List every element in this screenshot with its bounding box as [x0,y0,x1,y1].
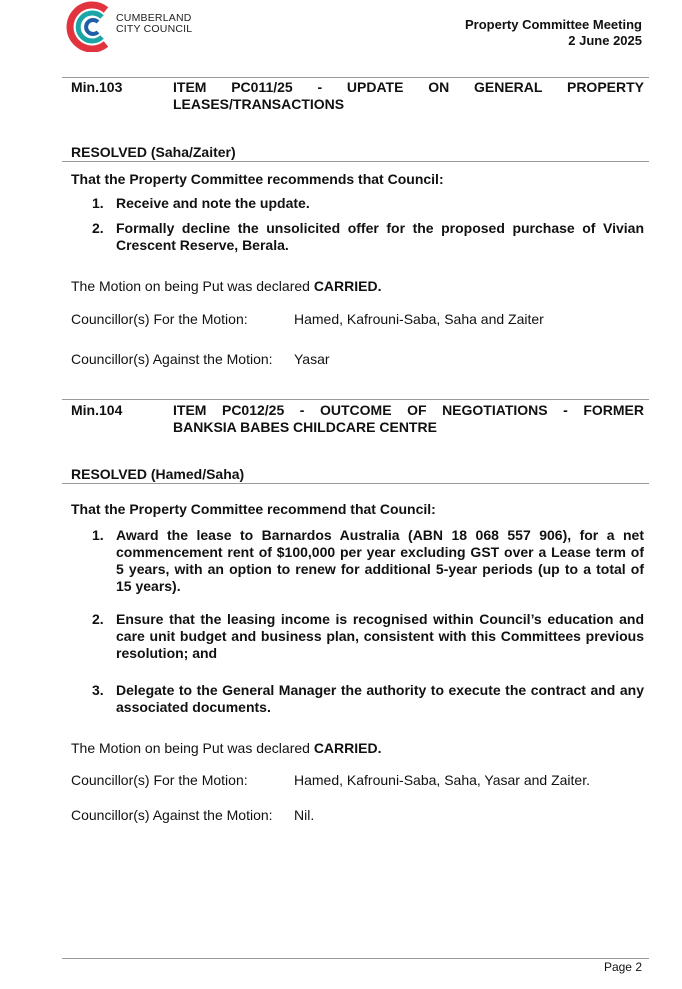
item-title-line-2: LEASES/TRANSACTIONS [173,96,345,112]
meeting-date: 2 June 2025 [568,33,642,48]
resolved-heading: RESOLVED (Saha/Zaiter) [71,144,236,160]
resolution-item [92,527,644,595]
motion-result-line [71,740,381,756]
section-divider [62,77,649,78]
resolution-list [92,527,644,716]
footer-divider [62,958,649,959]
resolution-text: Delegate to the General Manager the authority to execute the contract and any associated documents. [116,682,644,715]
resolution-number: 3. [92,682,104,698]
for-label: Councillor(s) For the Motion: [71,311,248,327]
resolved-underline [62,483,649,484]
resolved-underline [62,161,649,162]
resolution-intro: That the Property Committee recommends that Council: [71,171,444,187]
resolution-text: Award the lease to Barnardos Australia (ABN 18 068 557 906), for a net commencement rent of $100,000 per year excluding GST over a Lease term of 5 years, with an option to renew for additional 5-year periods (up to a total of 15 years). [116,527,644,594]
resolution-text: Receive and note the update. [116,195,310,211]
resolution-list [92,195,644,254]
page-number: Page 2 [603,960,642,974]
against-label: Councillor(s) Against the Motion: [71,351,273,367]
resolution-item [92,682,644,716]
motion-prefix: The Motion on being Put was declared [71,278,314,294]
resolution-item [92,220,644,254]
against-value: Yasar [294,351,330,367]
item-title-line-1: ITEM PC012/25 - OUTCOME OF NEGOTIATIONS - FORMER [173,402,644,418]
item-title [173,79,644,113]
against-label: Councillor(s) Against the Motion: [71,807,273,823]
resolved-heading: RESOLVED (Hamed/Saha) [71,466,245,482]
resolution-number: 2. [92,220,104,236]
resolution-item [92,611,644,662]
for-label: Councillor(s) For the Motion: [71,772,248,788]
section-divider [62,399,649,400]
logo-line-2: CITY COUNCIL [116,23,193,35]
minute-number: Min.103 [71,79,123,95]
for-value: Hamed, Kafrouni-Saba, Saha, Yasar and Zaiter. [294,772,590,788]
against-value: Nil. [294,807,315,823]
item-title-line-1: ITEM PC011/25 - UPDATE ON GENERAL PROPERTY [173,79,644,95]
council-logo-icon [66,0,114,52]
minute-number: Min.104 [71,402,123,418]
for-value: Hamed, Kafrouni-Saba, Saha and Zaiter [294,311,544,327]
motion-result: CARRIED. [313,278,382,294]
meeting-header [465,17,642,49]
motion-result: CARRIED. [313,740,382,756]
council-logo [66,0,206,52]
resolution-number: 1. [92,195,104,211]
item-title-line-2: BANKSIA BABES CHILDCARE CENTRE [173,419,437,435]
motion-result-line [71,278,381,294]
item-title [173,402,644,436]
resolution-text: Formally decline the unsolicited offer for the proposed purchase of Vivian Crescent Reserve, Berala. [116,220,644,253]
resolution-text: Ensure that the leasing income is recognised within Council’s education and care unit budget and business plan, consistent with this Committees previous resolution; and [116,611,644,661]
resolution-item [92,195,644,212]
resolution-intro: That the Property Committee recommend that Council: [71,501,436,517]
resolution-number: 2. [92,611,104,627]
meeting-title: Property Committee Meeting [465,17,642,32]
motion-prefix: The Motion on being Put was declared [71,740,314,756]
logo-line-1: CUMBERLAND [116,12,192,24]
resolution-number: 1. [92,527,104,543]
